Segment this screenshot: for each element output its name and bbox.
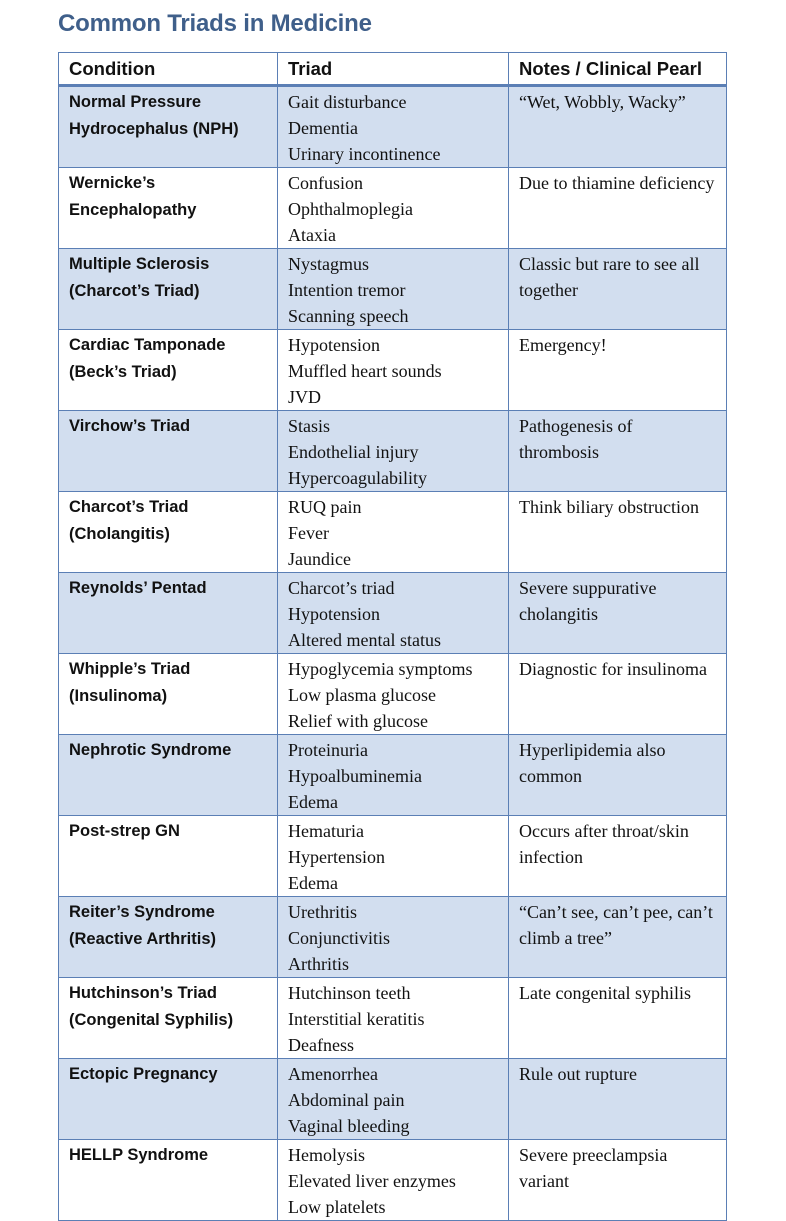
column-header-notes: Notes / Clinical Pearl (509, 53, 727, 86)
condition-line: Reiter’s Syndrome (69, 903, 215, 921)
triad-item: Hutchinson teeth (288, 983, 411, 1003)
notes-cell: Pathogenesis of thrombosis (509, 411, 727, 492)
notes-cell: Rule out rupture (509, 1059, 727, 1140)
triad-item: Fever (288, 523, 329, 543)
condition-cell (59, 168, 278, 249)
triad-item: Confusion (288, 173, 364, 193)
notes-cell: Severe preeclampsia variant (509, 1140, 727, 1221)
triad-cell (278, 978, 509, 1059)
triad-item: Proteinuria (288, 740, 368, 760)
condition-line: (Insulinoma) (69, 687, 168, 705)
triad-item: RUQ pain (288, 497, 362, 517)
table-row (59, 249, 727, 330)
triad-cell (278, 249, 509, 330)
condition-line: (Charcot’s Triad) (69, 282, 200, 300)
triad-item: Hypercoagulability (288, 468, 427, 488)
condition-line: (Cholangitis) (69, 525, 170, 543)
triad-item: Ophthalmoplegia (288, 199, 413, 219)
condition-cell (59, 897, 278, 978)
notes-cell: Late congenital syphilis (509, 978, 727, 1059)
condition-line: Charcot’s Triad (69, 498, 189, 516)
triad-item: Hypertension (288, 847, 385, 867)
condition-cell (59, 978, 278, 1059)
triad-cell (278, 86, 509, 168)
triad-cell (278, 330, 509, 411)
condition-line: Whipple’s Triad (69, 660, 191, 678)
condition-line: Ectopic Pregnancy (69, 1065, 218, 1083)
triad-item: Relief with glucose (288, 711, 428, 731)
condition-line: Nephrotic Syndrome (69, 741, 232, 759)
table-body (59, 86, 727, 1221)
triad-item: Dementia (288, 118, 358, 138)
condition-line: Virchow’s Triad (69, 417, 191, 435)
condition-line: Multiple Sclerosis (69, 255, 210, 273)
condition-line: (Reactive Arthritis) (69, 930, 217, 948)
condition-line: Encephalopathy (69, 201, 197, 219)
condition-line: Post-strep GN (69, 822, 180, 840)
notes-cell: Occurs after throat/skin infection (509, 816, 727, 897)
triad-item: JVD (288, 387, 322, 407)
triad-item: Nystagmus (288, 254, 369, 274)
condition-cell (59, 492, 278, 573)
condition-line: (Congenital Syphilis) (69, 1011, 234, 1029)
triad-cell (278, 816, 509, 897)
condition-line: Reynolds’ Pentad (69, 579, 207, 597)
notes-cell: Classic but rare to see all together (509, 249, 727, 330)
triad-item: Abdominal pain (288, 1090, 405, 1110)
notes-cell: Hyperlipidemia also common (509, 735, 727, 816)
triad-cell (278, 573, 509, 654)
table-row (59, 411, 727, 492)
table-row (59, 330, 727, 411)
condition-line: (Beck’s Triad) (69, 363, 177, 381)
table-row (59, 573, 727, 654)
notes-cell: “Wet, Wobbly, Wacky” (509, 86, 727, 168)
triad-item: Gait disturbance (288, 92, 407, 112)
table-row (59, 1140, 727, 1221)
triad-item: Elevated liver enzymes (288, 1171, 456, 1191)
table-row (59, 654, 727, 735)
triad-item: Jaundice (288, 549, 351, 569)
triad-item: Vaginal bleeding (288, 1116, 410, 1136)
notes-cell: Diagnostic for insulinoma (509, 654, 727, 735)
table-row (59, 86, 727, 168)
triad-item: Edema (288, 873, 338, 893)
triad-item: Urinary incontinence (288, 144, 441, 164)
column-header-condition: Condition (59, 53, 278, 86)
table-row (59, 816, 727, 897)
triad-item: Conjunctivitis (288, 928, 391, 948)
table-row (59, 1059, 727, 1140)
condition-cell (59, 86, 278, 168)
triad-cell (278, 654, 509, 735)
triad-cell (278, 411, 509, 492)
page-title: Common Triads in Medicine (58, 10, 372, 37)
condition-cell (59, 573, 278, 654)
table-row (59, 978, 727, 1059)
triad-item: Amenorrhea (288, 1064, 378, 1084)
triad-item: Arthritis (288, 954, 349, 974)
header-row (59, 53, 727, 86)
triad-item: Hemolysis (288, 1145, 366, 1165)
triad-item: Intention tremor (288, 280, 406, 300)
triad-item: Muffled heart sounds (288, 361, 442, 381)
condition-line: Cardiac Tamponade (69, 336, 226, 354)
triad-cell (278, 1059, 509, 1140)
condition-line: HELLP Syndrome (69, 1146, 209, 1164)
triad-cell (278, 492, 509, 573)
triad-item: Endothelial injury (288, 442, 419, 462)
triad-item: Scanning speech (288, 306, 409, 326)
condition-cell (59, 735, 278, 816)
notes-cell: Think biliary obstruction (509, 492, 727, 573)
triad-cell (278, 1140, 509, 1221)
triad-item: Hypoalbuminemia (288, 766, 422, 786)
triad-item: Hypotension (288, 335, 380, 355)
condition-cell (59, 411, 278, 492)
condition-line: Hydrocephalus (NPH) (69, 120, 239, 138)
triad-item: Ataxia (288, 225, 336, 245)
triad-item: Urethritis (288, 902, 357, 922)
triad-item: Interstitial keratitis (288, 1009, 425, 1029)
notes-cell: Emergency! (509, 330, 727, 411)
triad-cell (278, 735, 509, 816)
triad-item: Stasis (288, 416, 331, 436)
triad-item: Deafness (288, 1035, 354, 1055)
triad-item: Altered mental status (288, 630, 441, 650)
triad-item: Low plasma glucose (288, 685, 436, 705)
condition-cell (59, 654, 278, 735)
condition-line: Wernicke’s (69, 174, 156, 192)
triad-item: Low platelets (288, 1197, 386, 1217)
triad-item: Hematuria (288, 821, 364, 841)
notes-cell: Severe suppurative cholangitis (509, 573, 727, 654)
triad-item: Charcot’s triad (288, 578, 395, 598)
table-row (59, 168, 727, 249)
notes-cell: Due to thiamine deficiency (509, 168, 727, 249)
triad-cell (278, 168, 509, 249)
condition-cell (59, 1059, 278, 1140)
condition-cell (59, 816, 278, 897)
table-row (59, 492, 727, 573)
triads-table (58, 52, 727, 1221)
triad-item: Hypoglycemia symptoms (288, 659, 473, 679)
column-header-triad: Triad (278, 53, 509, 86)
condition-line: Hutchinson’s Triad (69, 984, 217, 1002)
table-row (59, 735, 727, 816)
condition-cell (59, 249, 278, 330)
triad-item: Edema (288, 792, 338, 812)
notes-cell: “Can’t see, can’t pee, can’t climb a tree” (509, 897, 727, 978)
condition-cell (59, 1140, 278, 1221)
table-row (59, 897, 727, 978)
triad-item: Hypotension (288, 604, 380, 624)
condition-cell (59, 330, 278, 411)
triad-cell (278, 897, 509, 978)
condition-line: Normal Pressure (69, 93, 202, 111)
